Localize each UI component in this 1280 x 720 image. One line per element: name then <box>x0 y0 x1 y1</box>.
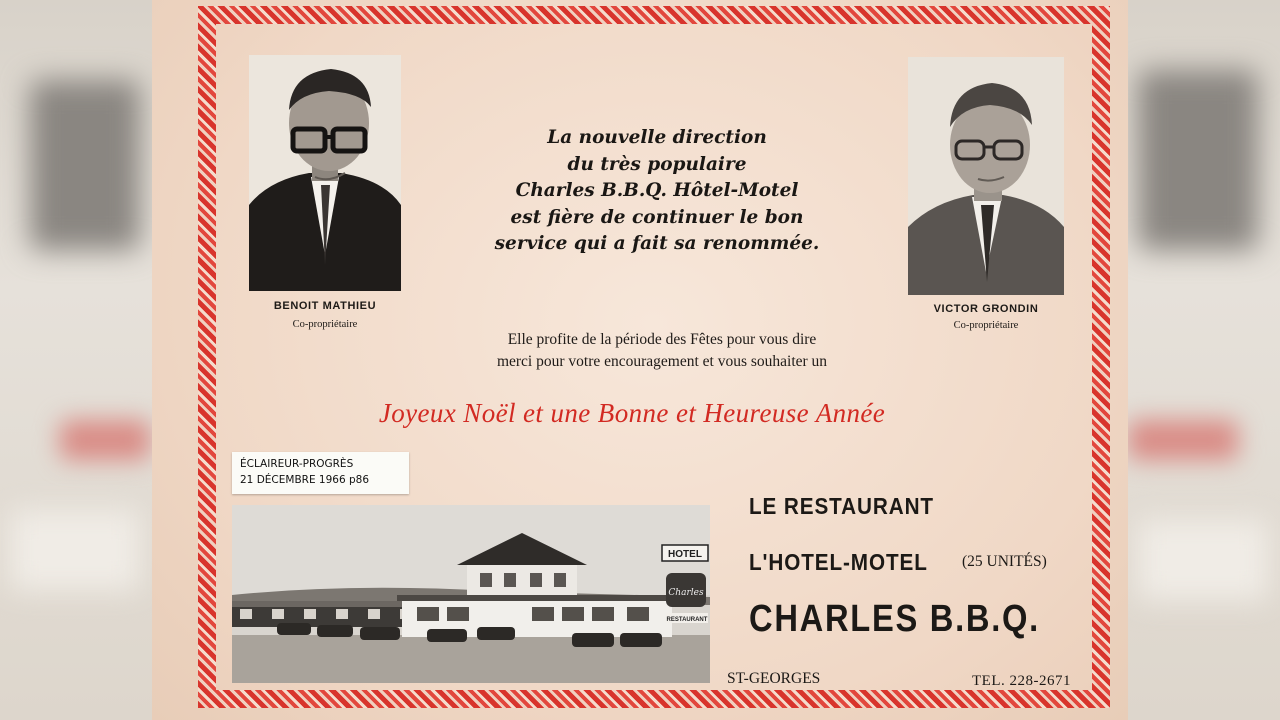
role-left: Co-propriétaire <box>292 319 358 330</box>
script-announcement <box>427 125 887 258</box>
units-count: (25 UNITÉS) <box>962 553 1047 570</box>
name-right: VICTOR GRONDIN <box>933 303 1039 315</box>
script-line: est fière de continuer le bon <box>510 206 804 228</box>
brand-name: CHARLES B.B.Q. <box>749 598 1040 640</box>
portrait-victor-grondin <box>908 57 1064 295</box>
role-right: Co-propriétaire <box>953 320 1019 331</box>
script-line: Charles B.B.Q. Hôtel-Motel <box>515 180 799 201</box>
script-line: du très populaire <box>567 153 747 175</box>
phone-number: TEL. 228-2671 <box>972 673 1071 689</box>
script-line: service qui a fait sa renommée. <box>494 233 820 254</box>
script-line: La nouvelle direction <box>547 127 767 148</box>
hotel-motel-heading: L'HOTEL-MOTEL <box>749 549 928 575</box>
name-left: BENOIT MATHIEU <box>273 300 377 312</box>
sticker-line: ÉCLAIREUR-PROGRÈS <box>240 458 354 470</box>
holiday-greeting: Joyeux Noël et une Bonne et Heureuse Année <box>378 398 886 428</box>
body-line: Elle profite de la période des Fêtes pour vous dire <box>507 331 817 348</box>
sticker-line: 21 DÉCEMBRE 1966 p86 <box>240 474 369 486</box>
motel-photograph <box>232 505 710 683</box>
sign-restaurant: RESTAURANT <box>666 617 708 623</box>
body-paragraph <box>402 329 922 373</box>
sign-hotel: HOTEL <box>668 549 702 560</box>
portrait-benoit-mathieu <box>249 55 401 291</box>
restaurant-heading: LE RESTAURANT <box>749 493 934 519</box>
blurred-backdrop-left <box>0 0 152 720</box>
newspaper-clipping <box>152 0 1128 720</box>
sign-charles: Charles <box>668 588 704 598</box>
blurred-backdrop-right <box>1128 0 1280 720</box>
city-name: ST-GEORGES <box>727 670 821 687</box>
source-label-sticker <box>232 452 409 494</box>
body-line: merci pour votre encouragement et vous souhaiter un <box>496 353 828 370</box>
